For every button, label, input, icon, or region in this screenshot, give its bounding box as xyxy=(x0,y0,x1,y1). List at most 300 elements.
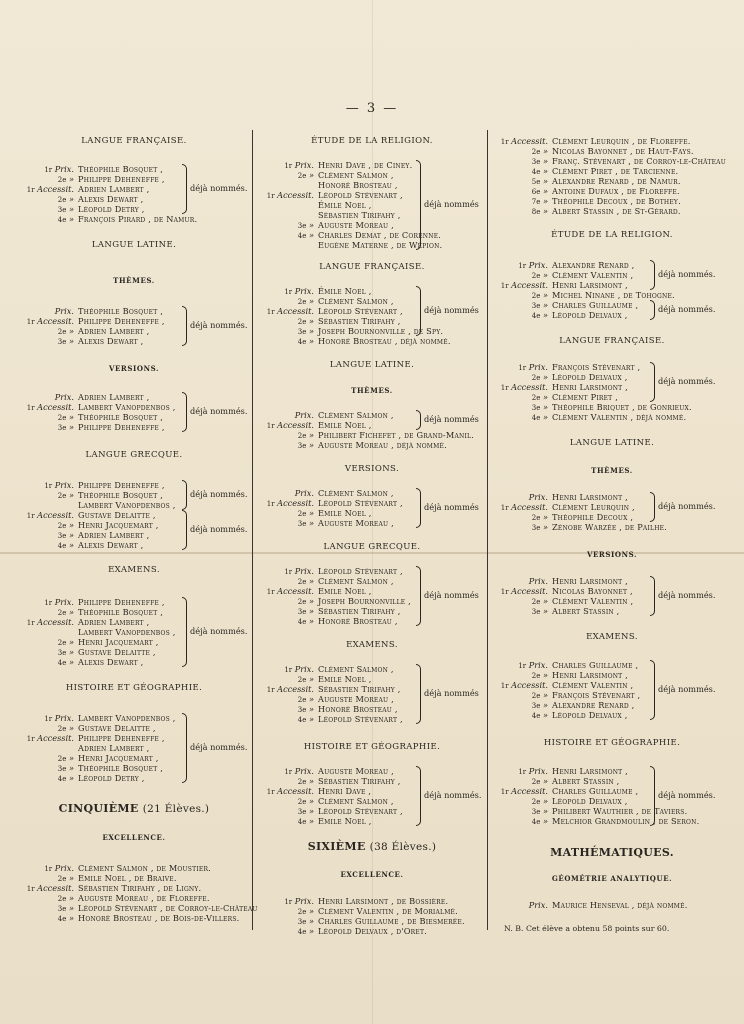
rank: 3e xyxy=(297,918,307,926)
award: » xyxy=(308,926,314,936)
rank: 2e xyxy=(531,672,541,680)
pupil-name: Théophile Bosquet , xyxy=(78,306,164,316)
section-title: HISTOIRE ET GÉOGRAPHIE. xyxy=(65,683,203,693)
prize-row xyxy=(16,763,252,773)
pupil-name: Emile Noel , de Braive. xyxy=(78,873,177,883)
award: Accessit. xyxy=(277,586,314,596)
pupil-name: Henri Larsimont , de Bossière. xyxy=(318,896,449,906)
brace-label: déjà nommés. xyxy=(658,590,716,600)
pupil-name: Maurice Henseval , déjà nommé. xyxy=(552,900,688,910)
rank: 1r xyxy=(44,599,53,607)
award: Prix. xyxy=(528,362,548,372)
award: Prix. xyxy=(528,766,548,776)
award: » xyxy=(542,176,548,186)
award: » xyxy=(542,776,548,786)
brace-label: déjà nommés. xyxy=(190,183,248,193)
award: » xyxy=(308,326,314,336)
prize-list xyxy=(256,766,488,826)
rank: 1r xyxy=(266,422,275,430)
prize-row xyxy=(16,913,252,923)
rank: 3e xyxy=(531,702,541,710)
rank: 2e xyxy=(531,598,541,606)
pupil-name: Honoré Brosteau , xyxy=(318,616,398,626)
rank: 1r xyxy=(44,865,53,873)
brace xyxy=(416,766,421,826)
pupil-name: Philibert Fichefet , de Grand-Manil. xyxy=(318,430,475,440)
brace xyxy=(416,286,421,336)
pupil-name: Alexandre Renard , xyxy=(552,700,635,710)
award: » xyxy=(308,508,314,518)
prize-row xyxy=(490,776,734,786)
award: » xyxy=(308,296,314,306)
brace-label: déjà nommés xyxy=(424,414,479,424)
prize-row xyxy=(490,766,734,776)
pupil-name: Clément Salmon , xyxy=(318,796,394,806)
rank: 2e xyxy=(57,875,67,883)
award: » xyxy=(68,520,74,530)
prize-row xyxy=(16,723,252,733)
award: Accessit. xyxy=(511,382,548,392)
award: » xyxy=(68,530,74,540)
prize-list xyxy=(490,136,734,216)
pupil-name: Michel Ninane , de Tohogne. xyxy=(552,290,675,300)
prize-row xyxy=(490,166,734,176)
rank: 3e xyxy=(297,442,307,450)
pupil-name: Émile Noel , xyxy=(318,286,372,296)
prize-label xyxy=(16,214,74,225)
rank: 4e xyxy=(297,818,307,826)
prize-label xyxy=(490,310,548,321)
prize-label xyxy=(490,710,548,721)
prize-row xyxy=(16,883,252,893)
award: » xyxy=(542,146,548,156)
pupil-name: Auguste Moreau , déjà nommé. xyxy=(318,440,447,450)
brace xyxy=(182,713,187,783)
rank: 4e xyxy=(57,915,67,923)
award: » xyxy=(542,186,548,196)
prize-row xyxy=(16,637,252,647)
award: » xyxy=(68,214,74,224)
award: Prix. xyxy=(54,713,74,723)
rank: 2e xyxy=(297,676,307,684)
award: Accessit. xyxy=(511,680,548,690)
rank: 3e xyxy=(57,338,67,346)
award: » xyxy=(542,700,548,710)
award: » xyxy=(542,710,548,720)
prize-row xyxy=(256,674,488,684)
prize-row xyxy=(490,136,734,146)
award: Accessit. xyxy=(37,510,74,520)
prize-row xyxy=(256,606,488,616)
prize-row xyxy=(256,170,488,180)
brace-label: déjà nommés. xyxy=(190,489,248,499)
rank: 4e xyxy=(57,659,67,667)
award: Prix. xyxy=(528,660,548,670)
rank: 1r xyxy=(26,318,35,326)
award: Accessit. xyxy=(511,786,548,796)
brace xyxy=(650,576,655,616)
rank: 4e xyxy=(297,338,307,346)
rank: 1r xyxy=(266,500,275,508)
award: » xyxy=(68,607,74,617)
award: » xyxy=(68,490,74,500)
pupil-name: Henri Jacquemart , xyxy=(78,520,159,530)
award: Prix. xyxy=(528,260,548,270)
rank: 5e xyxy=(531,178,541,186)
subsection-title: VERSIONS. xyxy=(586,550,638,559)
prize-row xyxy=(256,806,488,816)
rank: 1r xyxy=(44,482,53,490)
award: Prix. xyxy=(294,766,314,776)
award: Prix. xyxy=(54,392,74,402)
brace-label: déjà nommés. xyxy=(658,501,716,511)
rank: 1r xyxy=(44,715,53,723)
rank: 1r xyxy=(26,619,35,627)
prize-row xyxy=(256,616,488,626)
prize-row xyxy=(16,607,252,617)
award: » xyxy=(308,170,314,180)
award: Accessit. xyxy=(277,786,314,796)
pupil-name: Léopold Delvaux , xyxy=(552,310,628,320)
prize-label xyxy=(16,336,74,347)
brace xyxy=(650,260,655,290)
subsection-title: EXCELLENCE. xyxy=(340,870,404,879)
brace-label: déjà nommés. xyxy=(658,269,716,279)
award: » xyxy=(68,174,74,184)
rank: 2e xyxy=(297,172,307,180)
section-title: LANGUE FRANÇAISE. xyxy=(319,262,425,272)
section-title: LANGUE GRECQUE. xyxy=(323,542,421,552)
pupil-name: François Stévenart , xyxy=(552,362,641,372)
prize-row xyxy=(16,500,252,510)
prize-row xyxy=(256,286,488,296)
prize-row xyxy=(256,488,488,498)
section-title: LANGUE FRANÇAISE. xyxy=(81,136,187,146)
award: Prix. xyxy=(528,576,548,586)
award: » xyxy=(308,576,314,586)
prize-row xyxy=(16,657,252,667)
rank: 1r xyxy=(500,504,509,512)
award: » xyxy=(308,430,314,440)
pupil-name: Clément Salmon , xyxy=(318,296,394,306)
pupil-name: Joseph Bournonville , xyxy=(318,596,411,606)
brace xyxy=(182,164,187,214)
rank: 1r xyxy=(518,262,527,270)
rank: 1r xyxy=(26,885,35,893)
pupil-name: Gustave Delaitte , xyxy=(78,510,156,520)
pupil-name: Alexis Dewart , xyxy=(78,336,144,346)
pupil-name: Henri Larsimont , xyxy=(552,492,628,502)
rank: 3e xyxy=(57,206,67,214)
award: Accessit. xyxy=(511,502,548,512)
prize-row xyxy=(256,326,488,336)
prize-row xyxy=(256,180,488,190)
award: » xyxy=(542,300,548,310)
pupil-name: Honoré Brosteau , xyxy=(318,180,398,190)
pupil-name: Clément Salmon , xyxy=(318,488,394,498)
prize-row xyxy=(256,440,488,450)
prize-row xyxy=(16,713,252,723)
award: Prix. xyxy=(294,410,314,420)
prize-row xyxy=(256,714,488,724)
rank: 2e xyxy=(297,798,307,806)
pupil-name: Auguste Moreau , xyxy=(318,220,394,230)
rank: 3e xyxy=(57,649,67,657)
prize-row xyxy=(490,660,734,670)
prize-row xyxy=(256,220,488,230)
brace xyxy=(650,362,655,402)
prize-label xyxy=(16,773,74,784)
award: Accessit. xyxy=(37,184,74,194)
pupil-name: Léopold Delvaux , xyxy=(552,796,628,806)
rank: 4e xyxy=(57,775,67,783)
prize-row xyxy=(256,916,488,926)
prize-list xyxy=(256,664,488,724)
rank: 3e xyxy=(531,158,541,166)
award: Accessit. xyxy=(37,617,74,627)
prize-label xyxy=(256,816,314,827)
rank: 4e xyxy=(531,312,541,320)
pupil-name: Lambert Vanopdenbos , xyxy=(78,500,176,510)
rank: 4e xyxy=(297,716,307,724)
award: » xyxy=(308,796,314,806)
section-title: LANGUE LATINE. xyxy=(569,438,655,448)
award: » xyxy=(542,392,548,402)
award: » xyxy=(542,402,548,412)
award: » xyxy=(68,753,74,763)
pupil-name: Philippe Deheneffe , xyxy=(78,174,165,184)
prize-row xyxy=(256,906,488,916)
prize-row xyxy=(490,176,734,186)
brace xyxy=(182,597,187,667)
pupil-name: Henri Larsimont , xyxy=(552,766,628,776)
award: » xyxy=(542,372,548,382)
prize-row xyxy=(16,863,252,873)
pupil-name: Charles Guillaume , de Biesmerée. xyxy=(318,916,465,926)
pupil-name: Théophile Bosquet , xyxy=(78,607,164,617)
brace xyxy=(416,160,421,250)
pupil-name: Emile Noel , xyxy=(318,420,372,430)
award: Prix. xyxy=(54,597,74,607)
award: Accessit. xyxy=(277,420,314,430)
pupil-name: Charles Guillaume , xyxy=(552,660,639,670)
award: Accessit. xyxy=(277,190,314,200)
award: Prix. xyxy=(294,566,314,576)
brace xyxy=(416,664,421,724)
prize-label xyxy=(256,518,314,529)
prize-row xyxy=(490,206,734,216)
brace xyxy=(416,410,421,430)
award: » xyxy=(308,776,314,786)
pupil-name: Léopold Stévenart , de Corroy-le-Château xyxy=(78,903,258,913)
brace-label: déjà nommés xyxy=(424,305,479,315)
pupil-name: Adrien Lambert , xyxy=(78,392,150,402)
award: Prix. xyxy=(294,896,314,906)
rank: 2e xyxy=(531,272,541,280)
prize-label xyxy=(16,540,74,551)
prize-row xyxy=(256,240,488,250)
rank: 3e xyxy=(57,905,67,913)
rank: 8e xyxy=(531,208,541,216)
brace-label: déjà nommés. xyxy=(658,304,716,314)
pupil-name: Albert Stassin , de St-Gérard. xyxy=(552,206,681,216)
award: » xyxy=(542,512,548,522)
rank: 2e xyxy=(57,895,67,903)
brace xyxy=(650,766,655,826)
pupil-name: Franç. Stévenart , de Corroy-le-Château xyxy=(552,156,726,166)
pupil-name: Clément Salmon , xyxy=(318,170,394,180)
rank: 3e xyxy=(297,222,307,230)
pupil-name: François Stévenart , xyxy=(552,690,641,700)
pupil-name: Alexis Dewart , xyxy=(78,540,144,550)
award: » xyxy=(68,412,74,422)
award: » xyxy=(542,310,548,320)
prize-row xyxy=(256,430,488,440)
pupil-name: Théophile Briquet , de Gonrieux. xyxy=(552,402,692,412)
pupil-name: Philibert Wauthier , de Taviers. xyxy=(552,806,688,816)
award: Accessit. xyxy=(37,733,74,743)
prize-list xyxy=(256,410,488,450)
rank: 2e xyxy=(57,609,67,617)
section-title: MATHÉMATIQUES. xyxy=(550,846,674,859)
prize-row xyxy=(490,186,734,196)
brace-label: déjà nommés. xyxy=(190,742,248,752)
prize-row xyxy=(256,816,488,826)
brace xyxy=(416,566,421,626)
rank: 1r xyxy=(284,768,293,776)
pupil-name: Sébastien Tirifahy , xyxy=(318,776,401,786)
award: Prix. xyxy=(294,488,314,498)
award: » xyxy=(68,647,74,657)
prize-label xyxy=(256,616,314,627)
prize-row xyxy=(490,280,734,290)
rank: 1r xyxy=(284,898,293,906)
pupil-name: François Pirard , de Namur. xyxy=(78,214,198,224)
rank: 1r xyxy=(266,588,275,596)
award: Accessit. xyxy=(277,306,314,316)
pupil-name: Philippe Deheneffe , xyxy=(78,480,165,490)
prize-label xyxy=(256,714,314,725)
rank: 2e xyxy=(57,522,67,530)
rank: 1r xyxy=(266,308,275,316)
award: » xyxy=(542,270,548,280)
rank: 1r xyxy=(284,288,293,296)
prize-row xyxy=(16,773,252,783)
brace xyxy=(182,510,187,550)
rank: 3e xyxy=(297,608,307,616)
pupil-name: Clément Piret , xyxy=(552,392,618,402)
brace-label: déjà nommés. xyxy=(190,626,248,636)
award: » xyxy=(68,637,74,647)
rank: 2e xyxy=(297,298,307,306)
rank: 1r xyxy=(26,404,35,412)
award: » xyxy=(68,326,74,336)
rank: 2e xyxy=(531,374,541,382)
prize-list xyxy=(490,660,734,720)
pupil-count: (21 Élèves.) xyxy=(142,803,210,815)
prize-list xyxy=(16,597,252,667)
rank: 1r xyxy=(500,682,509,690)
pupil-name: Émile Noel , xyxy=(318,200,372,210)
rank: 3e xyxy=(531,302,541,310)
award: » xyxy=(68,194,74,204)
rank: 1r xyxy=(266,192,275,200)
rank: 1r xyxy=(284,162,293,170)
brace-label: déjà nommés. xyxy=(424,790,482,800)
prize-list xyxy=(256,160,488,250)
pupil-name: Lambert Vanopdenbos , xyxy=(78,713,176,723)
rank: 2e xyxy=(531,514,541,522)
prize-row xyxy=(490,576,734,586)
pupil-name: Auguste Moreau , xyxy=(318,518,394,528)
pupil-name: Lambert Vanopdenbos , xyxy=(78,402,176,412)
award: Accessit. xyxy=(277,684,314,694)
rank: 2e xyxy=(57,176,67,184)
prize-label xyxy=(490,522,548,533)
rank: 3e xyxy=(297,706,307,714)
brace xyxy=(650,300,655,320)
section-title: VERSIONS. xyxy=(344,464,400,474)
prize-row xyxy=(256,518,488,528)
brace xyxy=(416,488,421,528)
pupil-name: Théophile Bosquet , xyxy=(78,412,164,422)
prize-row xyxy=(490,710,734,720)
column-rule xyxy=(252,130,253,930)
pupil-name: Philippe Deheneffe , xyxy=(78,316,165,326)
award: Prix. xyxy=(54,164,74,174)
prize-row xyxy=(16,893,252,903)
prize-row xyxy=(490,522,734,532)
award: » xyxy=(542,670,548,680)
rank: 2e xyxy=(297,696,307,704)
award: » xyxy=(542,596,548,606)
pupil-name: Sébastien Tirifahy , xyxy=(318,684,401,694)
class-heading xyxy=(256,840,488,853)
section-title: SIXIÈME xyxy=(307,840,366,853)
subsection-title: THÈMES. xyxy=(351,386,393,395)
rank: 3e xyxy=(57,532,67,540)
award: » xyxy=(308,606,314,616)
prize-row xyxy=(490,606,734,616)
award: » xyxy=(308,596,314,606)
award: » xyxy=(542,690,548,700)
pupil-name: Clément Salmon , xyxy=(318,410,394,420)
rank: 1r xyxy=(500,138,509,146)
pupil-name: Henri Larsimont , xyxy=(552,382,628,392)
rank: 6e xyxy=(531,188,541,196)
award: Prix. xyxy=(54,306,74,316)
award: » xyxy=(308,316,314,326)
rank: 4e xyxy=(531,712,541,720)
brace-label: déjà nommés. xyxy=(658,684,716,694)
prize-row xyxy=(16,214,252,224)
award: » xyxy=(308,220,314,230)
rank: 3e xyxy=(531,524,541,532)
prize-list xyxy=(256,488,488,528)
prize-label xyxy=(16,657,74,668)
award: » xyxy=(542,816,548,826)
prize-row xyxy=(256,664,488,674)
award: » xyxy=(542,290,548,300)
rank: 1r xyxy=(518,768,527,776)
prize-list xyxy=(490,260,734,320)
rank: 4e xyxy=(297,618,307,626)
rank: 2e xyxy=(57,414,67,422)
pupil-name: Alexandre Renard , xyxy=(552,260,635,270)
rank: 3e xyxy=(57,424,67,432)
rank: 1r xyxy=(26,735,35,743)
prize-row xyxy=(16,164,252,174)
